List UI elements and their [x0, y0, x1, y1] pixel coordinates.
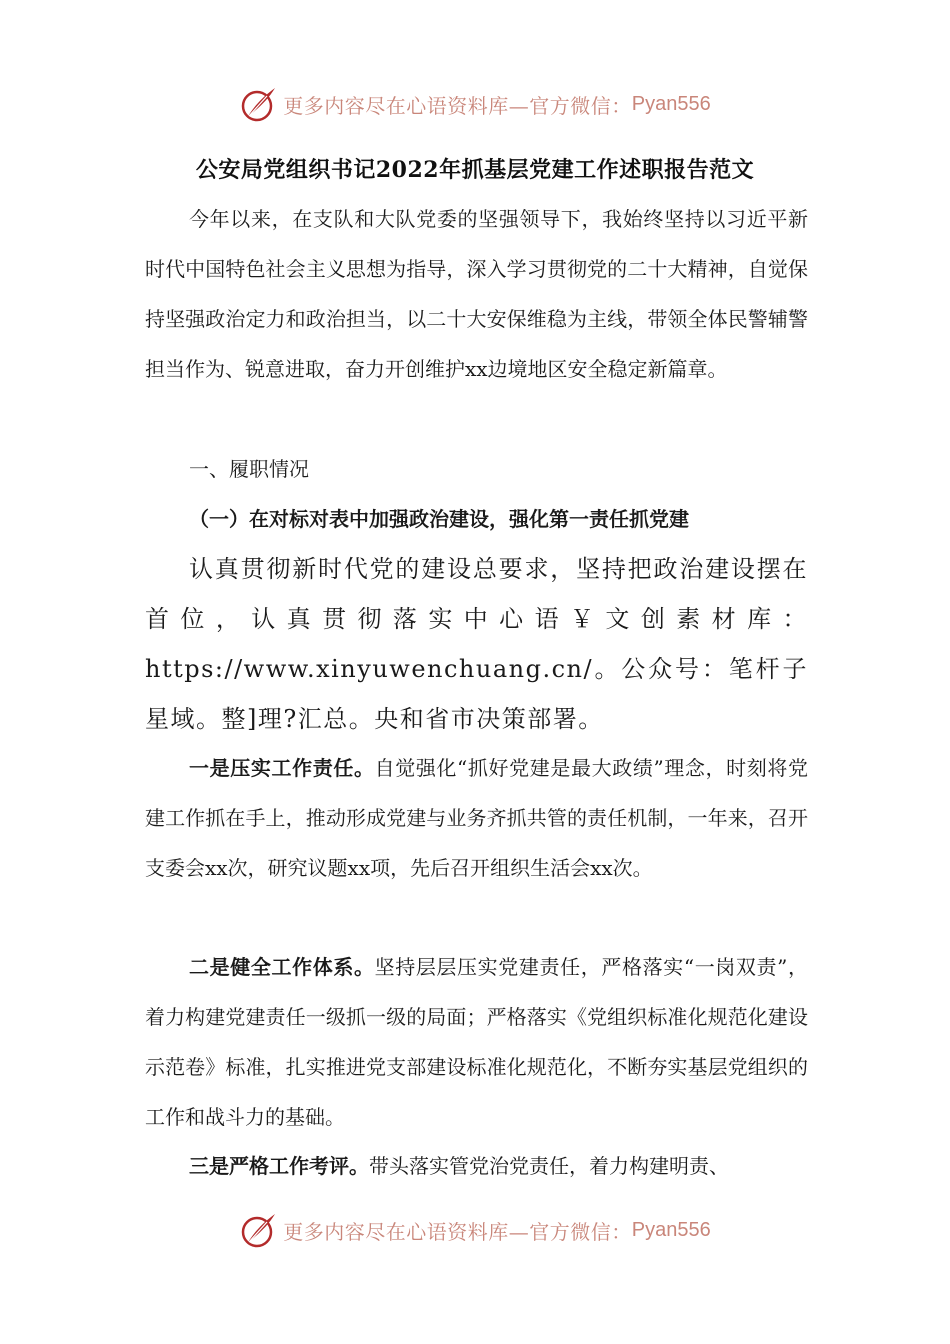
section-heading: 一、履职情况 [189, 457, 309, 481]
point-1-body: 自觉强化“抓好党建是最大政绩”理念，时刻将党建工作抓在手上，推动形成党建与业务齐抓共管的责任机制，一年来，召开支委会xx次，研究议题xx项，先后召开组织生活会xx次。 [145, 756, 809, 880]
point-3-body: 带头落实管党治党责任，着力构建明责、 [369, 1154, 729, 1178]
point-2-paragraph [145, 942, 808, 1142]
banner-wechat-id: Pyan556 [631, 1218, 711, 1241]
point-3-paragraph [145, 1141, 808, 1191]
point-1-paragraph [145, 743, 808, 893]
point-3-lead: 三是严格工作考评。 [189, 1154, 369, 1178]
banner-wechat-id: Pyan556 [631, 92, 711, 115]
quill-logo-icon [239, 1210, 279, 1250]
body-paragraph-large: 认真贯彻新时代党的建设总要求，坚持把政治建设摆在首位，认真贯彻落实中心语￥文创素材库：https://www.xinyuwenchuang.cn/。公众号：笔杆子星域。整]理?汇总。央和省市决策部署。 [145, 555, 808, 733]
header-banner [0, 82, 950, 126]
banner-text: 更多内容尽在心语资料库—官方微信： [283, 1219, 632, 1244]
point-2-lead: 二是健全工作体系。 [189, 955, 375, 979]
document-title: 公安局党组织书记2022年抓基层党建工作述职报告范文 [195, 157, 755, 183]
quill-logo-icon [239, 84, 279, 124]
banner-text: 更多内容尽在心语资料库—官方微信： [283, 93, 632, 118]
footer-banner [0, 1208, 950, 1252]
point-1-lead: 一是压实工作责任。 [189, 756, 375, 780]
point-2-body: 坚持层层压实党建责任，严格落实“一岗双责”，着力构建党建责任一级抓一级的局面；严格落实《党组织标准化规范化建设示范卷》标准，扎实推进党支部建设标准化规范化，不断夯实基层党组织的工作和战斗力的基础。 [145, 955, 809, 1129]
subsection-heading: （一）在对标对表中加强政治建设，强化第一责任抓党建 [189, 507, 689, 531]
intro-paragraph: 今年以来，在支队和大队党委的坚强领导下，我始终坚持以习近平新时代中国特色社会主义思想为指导，深入学习贯彻党的二十大精神，自觉保持坚强政治定力和政治担当，以二十大安保维稳为主线，带领全体民警辅警担当作为、锐意进取，奋力开创维护xx边境地区安全稳定新篇章。 [145, 207, 808, 381]
